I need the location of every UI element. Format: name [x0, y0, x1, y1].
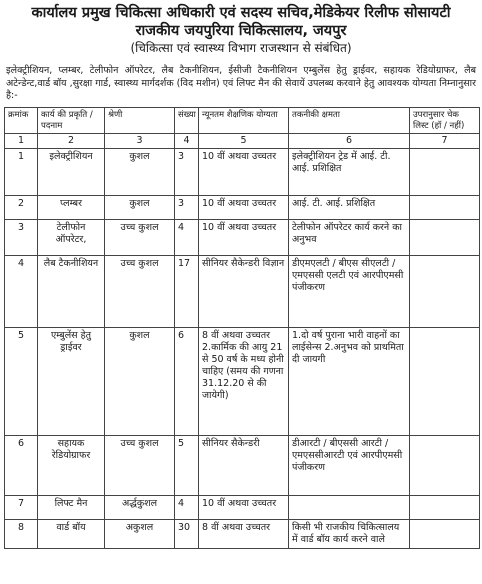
- row-serial: 6: [5, 436, 38, 496]
- row-count: 30: [175, 520, 199, 549]
- row-post: सहायक रेडियोग्राफर: [38, 436, 105, 496]
- table-row: [5, 220, 480, 256]
- row-post: लिफ्ट मैन: [38, 496, 105, 520]
- row-count: 5: [175, 436, 199, 496]
- row-technical: टेलीफोन ऑपरेटर कार्य करने का अनुभव: [289, 220, 410, 256]
- table-row: [5, 520, 480, 549]
- row-count: 6: [175, 328, 199, 436]
- row-serial: 5: [5, 328, 38, 436]
- row-post: एम्बुलेंस हेतु ड्राईवर: [38, 328, 105, 436]
- row-qualification: 10 वीं अथवा उच्चतर: [199, 196, 289, 220]
- column-number: 4: [175, 134, 199, 149]
- row-checklist: [410, 436, 480, 496]
- column-number: 6: [289, 134, 410, 149]
- column-number: 7: [410, 134, 480, 149]
- table-row: [5, 256, 480, 328]
- hospital-name: राजकीय जयपुरिया चिकित्सालय, जयपुर: [135, 23, 347, 39]
- header-post: कार्य की प्रकृति / पदनाम: [38, 108, 105, 134]
- qualification-table: [4, 107, 480, 549]
- row-checklist: [410, 196, 480, 220]
- row-technical: डीआरटी / बीएससी आरटी / एमएससीआरटी एवं आरपीएमसी पंजीकरण: [289, 436, 410, 496]
- row-category: उच्च कुशल: [105, 436, 175, 496]
- row-count: 3: [175, 196, 199, 220]
- row-serial: 3: [5, 220, 38, 256]
- row-technical: डीएमएलटी / बीएस सीएलटी / एमएससी एलटी एवं आरपीएमसी पंजीकरण: [289, 256, 410, 328]
- table-header-row: [5, 108, 480, 134]
- column-number: 1: [5, 134, 38, 149]
- row-checklist: [410, 220, 480, 256]
- row-category: कुशल: [105, 149, 175, 196]
- row-post: वार्ड बॉय: [38, 520, 105, 549]
- header-qualification: न्यूनतम शैक्षणिक योग्यता: [199, 108, 289, 134]
- row-category: अकुशल: [105, 520, 175, 549]
- row-qualification: 10 वीं अथवा उच्चतर: [199, 220, 289, 256]
- header-checklist: उपरानुसार चेक लिस्ट (हॉ / नहीं): [410, 108, 480, 134]
- row-post: प्लम्बर: [38, 196, 105, 220]
- column-number: 3: [105, 134, 175, 149]
- row-checklist: [410, 496, 480, 520]
- row-checklist: [410, 256, 480, 328]
- row-category: उच्च कुशल: [105, 256, 175, 328]
- row-checklist: [410, 328, 480, 436]
- row-category: उच्च कुशल: [105, 220, 175, 256]
- table-row: [5, 149, 480, 196]
- row-checklist: [410, 149, 480, 196]
- row-qualification: 8 वीं अथवा उच्चतर 2.कार्मिक की आयु 21 से 50 वर्ष के मध्य होनी चाहिए (समय की गणना 31.12.20 से की जायेगी): [199, 328, 289, 436]
- row-technical: किसी भी राजकीय चिकित्सालय में वार्ड बॉय कार्य करने वाले: [289, 520, 410, 549]
- row-qualification: 10 वीं अथवा उच्चतर: [199, 496, 289, 520]
- column-number: 2: [38, 134, 105, 149]
- row-serial: 8: [5, 520, 38, 549]
- header-serial: क्रमांक: [5, 108, 38, 134]
- column-number: 5: [199, 134, 289, 149]
- table-row: [5, 436, 480, 496]
- row-serial: 7: [5, 496, 38, 520]
- row-category: कुशल: [105, 196, 175, 220]
- department-note: (चिकित्सा एवं स्वास्थ्य विभाग राजस्थान से संबंधित): [130, 41, 352, 55]
- row-checklist: [410, 520, 480, 549]
- column-number-row: [5, 134, 480, 149]
- row-post: इलेक्ट्रीशियन: [38, 149, 105, 196]
- row-technical: [289, 496, 410, 520]
- row-qualification: सीनियर सैकेन्डरी: [199, 436, 289, 496]
- row-count: 4: [175, 496, 199, 520]
- row-category: कुशल: [105, 328, 175, 436]
- row-serial: 4: [5, 256, 38, 328]
- row-serial: 2: [5, 196, 38, 220]
- row-post: टेलीफोन ऑपरेटर,: [38, 220, 105, 256]
- row-qualification: 10 वीं अथवा उच्चतर: [199, 149, 289, 196]
- row-technical: इलेक्ट्रीशियन ट्रेड में आई. टी. आई. प्रशिक्षित: [289, 149, 410, 196]
- table-row: [5, 328, 480, 436]
- row-count: 3: [175, 149, 199, 196]
- row-qualification: 8 वीं अथवा उच्चतर: [199, 520, 289, 549]
- row-count: 4: [175, 220, 199, 256]
- row-qualification: सीनियर सैकेन्डरी विज्ञान: [199, 256, 289, 328]
- row-technical: आई. टी. आई. प्रशिक्षित: [289, 196, 410, 220]
- header-category: श्रेणी: [105, 108, 175, 134]
- row-category: अर्द्धकुशल: [105, 496, 175, 520]
- table-row: [5, 496, 480, 520]
- intro-paragraph: इलेक्ट्रीशियन, प्लम्बर, टेलीफोन ऑपरेटर, लैब टैकनीशियन, ईसीजी टैकनीशियन एम्बुलेंस हेतु ड्राईवर, सहायक रेडियोग्राफर, लैब अटेन्डेन्ट,वार्ड बॉय ,सुरक्षा गार्ड, स्वास्थ्य मार्गदर्शक (विद मशीन) एवं लिफ्ट मैन की सेवायें उपलब्ध करवाने हेतु आवश्यक योग्यता निम्नानुसार है:-: [6, 65, 476, 101]
- header-technical: तकनीकी क्षमता: [289, 108, 410, 134]
- table-row: [5, 196, 480, 220]
- office-title: कार्यालय प्रमुख चिकित्सा अधिकारी एवं सदस्य सचिव,मेडिकेयर रिलीफ सोसायटी: [31, 5, 451, 21]
- header-count: संख्या: [175, 108, 199, 134]
- row-count: 17: [175, 256, 199, 328]
- row-serial: 1: [5, 149, 38, 196]
- row-post: लैब टैकनीशियन: [38, 256, 105, 328]
- row-technical: 1.दो वर्ष पुराना भारी वाहनों का लाईसेन्स 2.अनुभव को प्राथमिता दी जायगी: [289, 328, 410, 436]
